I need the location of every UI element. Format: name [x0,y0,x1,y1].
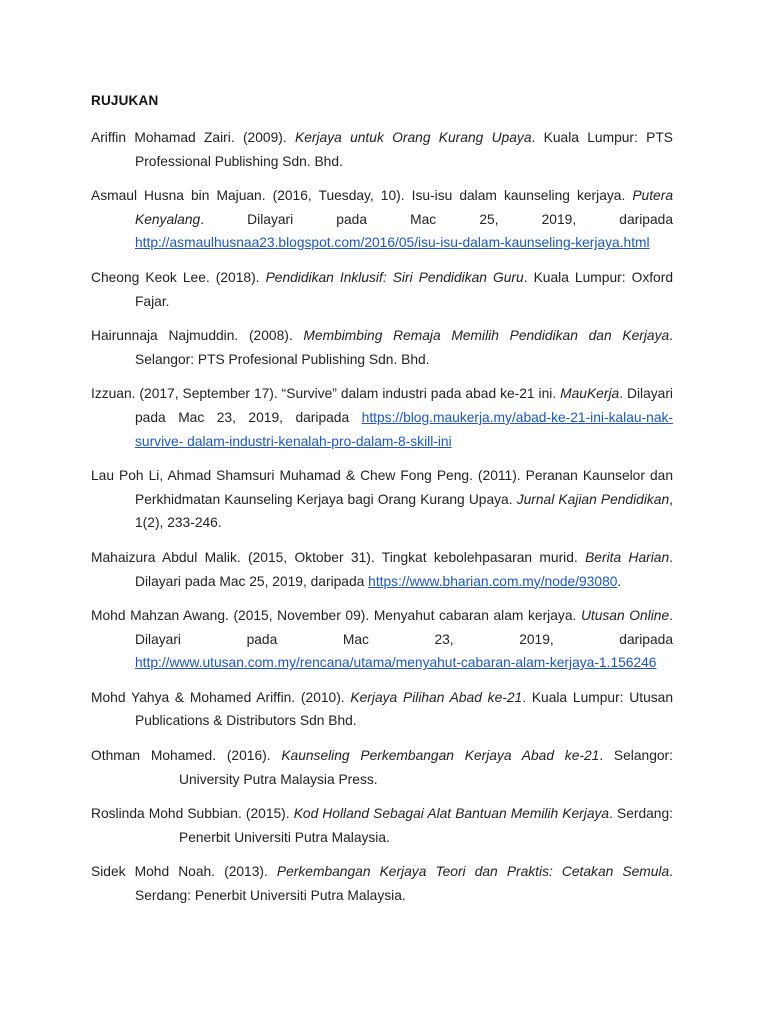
reference-entry [91,802,673,849]
reference-text: . Kuala Lumpur: Utusan Publications & Distributors Sdn Bhd. [135,689,674,729]
reference-entry [91,126,673,173]
reference-text: Izzuan. (2017, September 17). “Survive” dalam industri pada abad ke-21 ini. [91,386,561,402]
reference-text: . Dilayari pada Mac 23, 2019, daripada [135,608,673,647]
reference-title: Pendidikan Inklusif: Siri Pendidikan Guru [265,269,524,285]
reference-text: Roslinda Mohd Subbian. (2015). [91,806,294,822]
reference-entry [91,184,673,255]
reference-title: Kerjaya untuk Orang Kurang Upaya [295,130,532,145]
reference-text: Othman Mohamed. (2016). [91,748,282,764]
reference-text: . [617,573,622,589]
reference-text: . Kuala Lumpur: PTS Professional Publishing Sdn. Bhd. [135,130,673,169]
reference-text: Mahaizura Abdul Malik. (2015, Oktober 31). Tingkat kebolehpasaran murid. [91,549,586,565]
reference-text: . Dilayari pada Mac 25, 2019, daripada [135,549,673,589]
reference-text: Sidek Mohd Noah. (2013). [91,864,277,880]
reference-text: Lau Poh Li, Ahmad Shamsuri Muhamad & Chew Fong Peng. (2011). Peranan Kaunselor dan Perkhidmatan Kaunseling Kerjaya bagi Orang Kurang Upaya. [91,468,673,507]
reference-title: Utusan Online [580,608,670,624]
reference-text: . Dilayari pada Mac 23, 2019, daripada [135,386,673,425]
reference-entry [91,464,673,535]
reference-text: . Kuala Lumpur: Oxford Fajar. [135,269,674,309]
reference-link[interactable]: http://www.utusan.com.my/rencana/utama/menyahut-cabaran-alam-kerjaya-1.156246 [135,655,657,671]
reference-text: Cheong Keok Lee. (2018). [91,269,266,285]
reference-title: MauKerja [560,386,620,402]
reference-link[interactable]: https://blog.maukerja.my/abad-ke-21-ini-kalau-nak-survive- dalam-industri-kenalah-pro-dalam-8-skill-ini [135,409,673,449]
reference-text: Hairunnaja Najmuddin. (2008). [91,328,304,344]
reference-text: . Serdang: Penerbit Universiti Putra Malaysia. [179,806,673,845]
reference-link[interactable]: https://www.bharian.com.my/node/93080 [368,573,618,589]
reference-entry [91,860,673,907]
reference-link[interactable]: http://asmaulhusnaa23.blogspot.com/2016/05/isu-isu-dalam-kaunseling-kerjaya.html [135,235,650,251]
reference-list [91,126,673,919]
reference-entry [91,686,673,733]
reference-entry [91,604,673,675]
reference-title: Putera Kenyalang [135,188,673,227]
reference-entry [91,744,673,791]
reference-text: . Dilayari pada Mac 25, 2019, daripada [200,211,673,227]
reference-title: Perkembangan Kerjaya Teori dan Praktis: Cetakan Semula [276,864,670,880]
references-heading: RUJUKAN [91,93,159,108]
reference-entry [91,266,673,313]
reference-text: Mohd Yahya & Mohamed Ariffin. (2010). [91,689,351,705]
reference-text: . Serdang: Penerbit Universiti Putra Malaysia. [135,864,673,904]
reference-text: . Selangor: University Putra Malaysia Press. [179,748,673,787]
reference-title: Berita Harian [585,549,670,565]
reference-text: Asmaul Husna bin Majuan. (2016, Tuesday, 10). Isu-isu dalam kaunseling kerjaya. [91,188,633,204]
reference-title: Kod Holland Sebagai Alat Bantuan Memilih Kerjaya [293,806,610,822]
reference-text: Ariffin Mohamad Zairi. (2009). [91,130,295,145]
reference-title: Kaunseling Perkembangan Kerjaya Abad ke-21 [281,748,600,764]
reference-title: Kerjaya Pilihan Abad ke-21 [350,689,523,705]
reference-text: . Selangor: PTS Profesional Publishing Sdn. Bhd. [135,328,673,367]
reference-text: , 1(2), 233-246. [135,491,673,531]
reference-entry [91,546,673,593]
reference-title: Jurnal Kajian Pendidikan [516,491,670,507]
reference-entry [91,324,673,371]
reference-text: Mohd Mahzan Awang. (2015, November 09). Menyahut cabaran alam kerjaya. [91,608,581,624]
reference-entry [91,382,673,453]
reference-title: Membimbing Remaja Memilih Pendidikan dan Kerjaya [303,328,670,344]
